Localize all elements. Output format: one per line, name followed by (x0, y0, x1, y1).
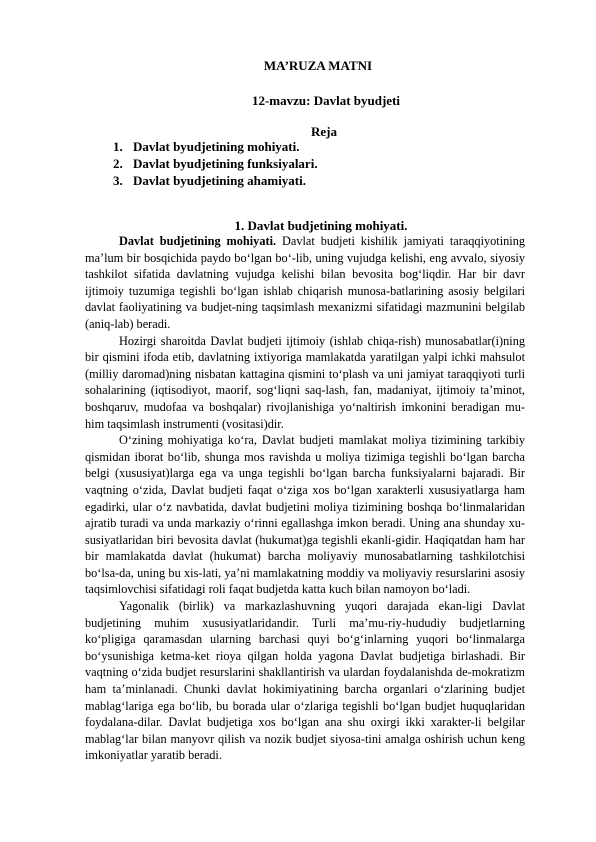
paragraph (85, 598, 525, 764)
plan-item-text: Davlat byudjetining funksiyalari. (133, 156, 318, 171)
paragraph (85, 432, 525, 598)
section-title: 1. Davlat budjetining mohiyati. (234, 218, 408, 233)
document-title: MA’RUZA MATNI (263, 58, 373, 73)
paragraph-text: Yagonalik (birlik) va markazlashuvning yuqori darajada ekan-ligi Davlat budjetining muhim xususiyatlaridandir. Turli ma’mu-riy-hududiy budjetlarning ko‘pligiga qaramasdan ularning barchasi quyi bo‘g‘inlarning yuqori bo‘linmalarga bo‘ysunishiga ketma-ket rioya qilgan holda yagona Davlat budjetiga birlashadi. Bir vaqtning o‘zida budjet resurslarini shakllantirish va ulardan foydalanishda de-mokratizm ham ta’minlanadi. Chunki davlat hokimiyatining barcha organlari o‘zlarining budjet mablag‘lariga ega bo‘lib, bu borada ular o‘zlariga tegishli bo‘lgan budjet huquqlaridan foydalana-dilar. Davlat budjetiga xos bo‘lgan ana shu oxirgi ikki xarakter-li belgilar mablag‘lar bilan manyovr qilish va nozik budjet siyosa-tini amalga oshirish uchun keng imkoniyatlar yaratib beradi. (85, 599, 525, 763)
plan-item-number: 3. (113, 173, 123, 188)
plan-item (113, 138, 318, 155)
plan-item-number: 2. (113, 156, 123, 171)
paragraph-text: Hozirgi sharoitda Davlat budjeti ijtimoiy (ishlab chiqa-rish) munosabatlar(i)ning bir qismini ifoda etib, davlatning ixtiyoriga mamlakatda yaratilgan yalpi ichki mahsulot (milliy daromad)ning nisbatan kattagina qismini to‘plash va uni jamiyat taraqqiyoti turli sohalarining (iqtisodiyot, maorif, sog‘liqni saq-lash, fan, madaniyat, ijtimoiy ta’minot, boshqaruv, mudofaa va boshqalar) rivojlanishiga yo‘naltirish imkonini beradigan mu-him taqsimlash instrumenti (vositasi)dir. (85, 333, 525, 431)
plan-heading: Reja (311, 124, 337, 139)
paragraph-lead: Davlat budjetining mohiyati. (119, 234, 277, 248)
plan-item-text: Davlat byudjetining mohiyati. (133, 139, 300, 154)
paragraph-text: O‘zining mohiyatiga ko‘ra, Davlat budjeti mamlakat moliya tizimining tarkibiy qismidan iborat bo‘lib, shunga mos ravishda u moliya tizimiga tegishli bo‘lgan barcha belgi (xususiyat)larga ega va unga tegishli bo‘lgan barcha funksiyalarni bajaradi. Bir vaqtning o‘zida, Davlat budjeti faqat o‘ziga xos bo‘lgan xarakterli xususiyatlarga ham egadirki, ular o‘z navbatida, davlat budjetini moliya tizimining boshqa bo‘linmalaridan ajratib turadi va unda markaziy o‘rinni egallashga imkon beradi. Uning ana shunday xu-susiyatlaridan biri bevosita davlat (hukumat)ga tegishli ekanli-gidir. Haqiqatdan ham har bir mamlakatda davlat (hukumat) barcha moliyaviy munosabatlarning tashkilotchisi bo‘lsa-da, uning bu xis-lati, ya’ni mamlakatning moddiy va moliyaviy resurslarini asosiy taqsimlovchisi sifatidagi roli faqat budjetda katta kuch bilan namoyon bo‘ladi. (85, 433, 525, 597)
paragraph (85, 333, 525, 433)
paragraph (85, 233, 525, 333)
plan-item-number: 1. (113, 139, 123, 154)
plan-item (113, 155, 318, 172)
lecture-topic: 12-mavzu: Davlat byudjeti (251, 93, 401, 108)
plan-list (113, 138, 318, 189)
body-text (85, 233, 525, 764)
plan-item (113, 172, 318, 189)
plan-item-text: Davlat byudjetining ahamiyati. (133, 173, 306, 188)
paragraph-text: Davlat budjeti kishilik jamiyati taraqqiyotining ma’lum bir bosqichida paydo bo‘lgan bo‘-lib, uning vujudga kelishi, eng avvalo, siyosiy tashkilot sifatida davlatning vujudga kelishi bilan bevosita bog‘liqdir. Har bir davr ijtimoiy tuzumiga tegishli bo‘lgan ishlab chiqarish munosa-batlarining asosiy belgilari davlat faoliyatining va budjet-ning taqsimlash mexanizmi sifatidagi mazmunini belgilab (aniq-lab) beradi. (85, 234, 525, 331)
